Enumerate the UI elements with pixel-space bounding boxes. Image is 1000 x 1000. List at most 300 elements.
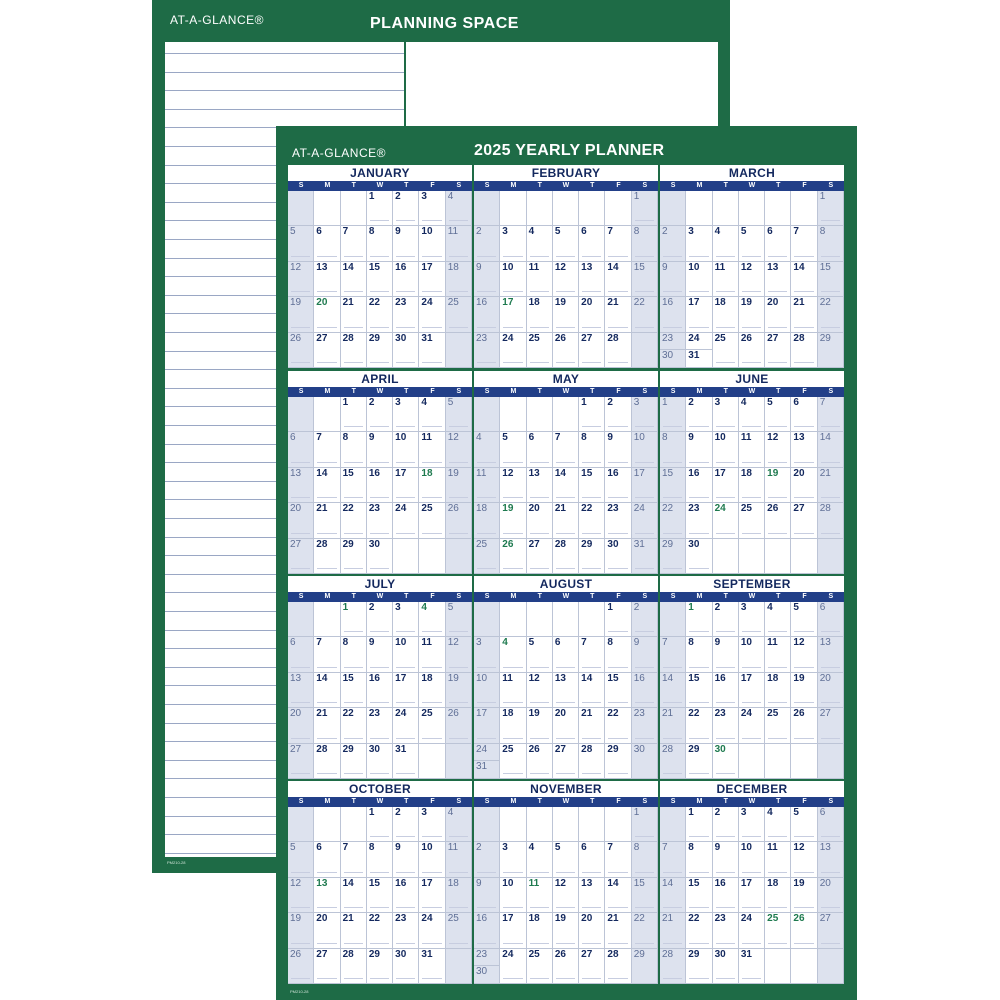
day-cell[interactable]	[765, 297, 791, 332]
day-cell[interactable]	[341, 432, 367, 467]
day-cell[interactable]	[686, 673, 712, 708]
day-cell[interactable]	[367, 744, 393, 779]
day-cell[interactable]	[579, 913, 605, 948]
day-cell[interactable]	[686, 708, 712, 743]
day-cell[interactable]	[314, 637, 340, 672]
day-cell[interactable]	[419, 842, 445, 877]
day-cell[interactable]	[686, 503, 712, 538]
day-cell[interactable]	[314, 673, 340, 708]
day-cell[interactable]	[288, 262, 314, 297]
day-cell[interactable]	[660, 468, 686, 503]
day-cell[interactable]	[474, 503, 500, 538]
day-cell[interactable]	[500, 878, 526, 913]
day-cell[interactable]	[765, 468, 791, 503]
day-cell[interactable]	[288, 468, 314, 503]
day-cell[interactable]	[288, 539, 314, 574]
day-cell[interactable]	[765, 673, 791, 708]
day-cell[interactable]	[341, 744, 367, 779]
day-cell[interactable]	[579, 333, 605, 368]
day-cell[interactable]	[765, 432, 791, 467]
day-cell[interactable]	[446, 432, 472, 467]
day-cell[interactable]	[765, 842, 791, 877]
day-cell[interactable]	[632, 913, 658, 948]
day-cell[interactable]	[765, 262, 791, 297]
day-cell[interactable]	[605, 913, 631, 948]
day-cell[interactable]	[818, 432, 844, 467]
day-cell[interactable]	[686, 744, 712, 779]
day-cell[interactable]	[393, 262, 419, 297]
day-cell[interactable]	[632, 878, 658, 913]
day-cell[interactable]	[446, 262, 472, 297]
day-cell[interactable]	[314, 468, 340, 503]
day-cell[interactable]	[527, 842, 553, 877]
day-cell[interactable]	[393, 226, 419, 261]
day-cell[interactable]	[419, 397, 445, 432]
day-cell[interactable]	[686, 842, 712, 877]
day-cell[interactable]	[367, 913, 393, 948]
day-cell[interactable]	[818, 397, 844, 432]
day-cell[interactable]	[818, 191, 844, 226]
day-cell[interactable]	[474, 468, 500, 503]
day-cell[interactable]	[393, 191, 419, 226]
day-cell[interactable]	[341, 708, 367, 743]
day-cell[interactable]	[367, 878, 393, 913]
day-cell[interactable]	[393, 297, 419, 332]
day-cell[interactable]	[686, 878, 712, 913]
day-cell[interactable]	[765, 397, 791, 432]
day-cell[interactable]	[341, 262, 367, 297]
day-cell[interactable]	[579, 226, 605, 261]
day-cell[interactable]	[367, 333, 393, 368]
day-cell[interactable]	[500, 262, 526, 297]
day-cell[interactable]	[632, 191, 658, 226]
day-cell[interactable]	[341, 949, 367, 984]
day-cell[interactable]	[341, 397, 367, 432]
day-cell[interactable]	[791, 878, 817, 913]
day-cell[interactable]	[367, 226, 393, 261]
day-cell[interactable]	[367, 297, 393, 332]
day-cell[interactable]	[660, 333, 686, 351]
day-cell[interactable]	[474, 333, 500, 368]
day-cell[interactable]	[579, 708, 605, 743]
day-cell[interactable]	[579, 468, 605, 503]
day-cell[interactable]	[818, 262, 844, 297]
day-cell[interactable]	[527, 226, 553, 261]
day-cell[interactable]	[288, 673, 314, 708]
day-cell[interactable]	[632, 226, 658, 261]
day-cell[interactable]	[500, 333, 526, 368]
day-cell[interactable]	[367, 503, 393, 538]
day-cell[interactable]	[632, 432, 658, 467]
day-cell[interactable]	[579, 878, 605, 913]
day-cell[interactable]	[818, 468, 844, 503]
day-cell[interactable]	[474, 708, 500, 743]
day-cell[interactable]	[765, 503, 791, 538]
day-cell[interactable]	[579, 637, 605, 672]
day-cell[interactable]	[660, 949, 686, 984]
day-cell[interactable]	[314, 878, 340, 913]
day-cell[interactable]	[419, 468, 445, 503]
day-cell[interactable]	[288, 913, 314, 948]
day-cell[interactable]	[713, 468, 739, 503]
day-cell[interactable]	[791, 226, 817, 261]
day-cell[interactable]	[367, 637, 393, 672]
day-cell[interactable]	[367, 432, 393, 467]
day-cell[interactable]	[739, 708, 765, 743]
day-cell[interactable]	[500, 673, 526, 708]
day-cell[interactable]	[500, 468, 526, 503]
day-cell[interactable]	[791, 673, 817, 708]
day-cell[interactable]	[579, 397, 605, 432]
day-cell[interactable]	[605, 468, 631, 503]
day-cell[interactable]	[500, 637, 526, 672]
day-cell[interactable]	[739, 673, 765, 708]
day-cell[interactable]	[553, 262, 579, 297]
day-cell[interactable]	[739, 807, 765, 842]
day-cell[interactable]	[791, 637, 817, 672]
day-cell[interactable]	[553, 708, 579, 743]
day-cell[interactable]	[791, 468, 817, 503]
day-cell[interactable]	[818, 673, 844, 708]
day-cell[interactable]	[660, 503, 686, 538]
day-cell[interactable]	[605, 602, 631, 637]
day-cell[interactable]	[686, 226, 712, 261]
day-cell[interactable]	[393, 397, 419, 432]
day-cell[interactable]	[500, 539, 526, 574]
day-cell[interactable]	[446, 468, 472, 503]
day-cell[interactable]	[605, 708, 631, 743]
day-cell[interactable]	[446, 842, 472, 877]
day-cell[interactable]	[553, 468, 579, 503]
day-cell[interactable]	[341, 468, 367, 503]
day-cell[interactable]	[818, 297, 844, 332]
day-cell[interactable]	[739, 602, 765, 637]
day-cell[interactable]	[393, 913, 419, 948]
day-cell[interactable]	[341, 539, 367, 574]
day-cell[interactable]	[713, 878, 739, 913]
day-cell[interactable]	[341, 503, 367, 538]
day-cell[interactable]	[446, 191, 472, 226]
day-cell[interactable]	[605, 262, 631, 297]
day-cell[interactable]	[500, 297, 526, 332]
day-cell[interactable]	[341, 333, 367, 368]
day-cell[interactable]	[474, 673, 500, 708]
day-cell[interactable]	[686, 262, 712, 297]
day-cell[interactable]	[579, 262, 605, 297]
day-cell[interactable]	[605, 503, 631, 538]
day-cell[interactable]	[341, 297, 367, 332]
day-cell[interactable]	[419, 297, 445, 332]
day-cell[interactable]	[686, 807, 712, 842]
day-cell[interactable]	[314, 226, 340, 261]
day-cell[interactable]	[713, 744, 739, 779]
day-cell[interactable]	[713, 842, 739, 877]
day-cell[interactable]	[791, 397, 817, 432]
day-cell[interactable]	[288, 297, 314, 332]
day-cell[interactable]	[605, 842, 631, 877]
day-cell[interactable]	[393, 744, 419, 779]
day-cell[interactable]	[686, 297, 712, 332]
day-cell[interactable]	[314, 539, 340, 574]
day-cell[interactable]	[553, 226, 579, 261]
day-cell[interactable]	[474, 966, 500, 984]
day-cell[interactable]	[686, 333, 712, 351]
day-cell[interactable]	[739, 262, 765, 297]
day-cell[interactable]	[367, 602, 393, 637]
day-cell[interactable]	[739, 878, 765, 913]
day-cell[interactable]	[393, 333, 419, 368]
day-cell[interactable]	[288, 503, 314, 538]
day-cell[interactable]	[713, 673, 739, 708]
day-cell[interactable]	[527, 913, 553, 948]
day-cell[interactable]	[393, 949, 419, 984]
day-cell[interactable]	[474, 226, 500, 261]
day-cell[interactable]	[713, 226, 739, 261]
day-cell[interactable]	[527, 637, 553, 672]
day-cell[interactable]	[818, 842, 844, 877]
day-cell[interactable]	[765, 807, 791, 842]
day-cell[interactable]	[393, 673, 419, 708]
day-cell[interactable]	[474, 262, 500, 297]
day-cell[interactable]	[500, 503, 526, 538]
day-cell[interactable]	[288, 878, 314, 913]
day-cell[interactable]	[686, 468, 712, 503]
day-cell[interactable]	[419, 602, 445, 637]
day-cell[interactable]	[713, 262, 739, 297]
day-cell[interactable]	[474, 913, 500, 948]
day-cell[interactable]	[660, 432, 686, 467]
day-cell[interactable]	[341, 673, 367, 708]
day-cell[interactable]	[341, 226, 367, 261]
day-cell[interactable]	[393, 708, 419, 743]
day-cell[interactable]	[632, 708, 658, 743]
day-cell[interactable]	[553, 878, 579, 913]
day-cell[interactable]	[527, 468, 553, 503]
day-cell[interactable]	[818, 807, 844, 842]
day-cell[interactable]	[419, 637, 445, 672]
day-cell[interactable]	[686, 350, 712, 368]
day-cell[interactable]	[739, 842, 765, 877]
day-cell[interactable]	[553, 432, 579, 467]
day-cell[interactable]	[474, 637, 500, 672]
day-cell[interactable]	[579, 297, 605, 332]
day-cell[interactable]	[446, 297, 472, 332]
day-cell[interactable]	[686, 432, 712, 467]
day-cell[interactable]	[791, 503, 817, 538]
day-cell[interactable]	[739, 913, 765, 948]
day-cell[interactable]	[686, 539, 712, 574]
day-cell[interactable]	[632, 842, 658, 877]
day-cell[interactable]	[288, 949, 314, 984]
day-cell[interactable]	[660, 913, 686, 948]
day-cell[interactable]	[818, 503, 844, 538]
day-cell[interactable]	[553, 842, 579, 877]
day-cell[interactable]	[419, 807, 445, 842]
day-cell[interactable]	[419, 333, 445, 368]
day-cell[interactable]	[527, 539, 553, 574]
day-cell[interactable]	[765, 913, 791, 948]
day-cell[interactable]	[288, 432, 314, 467]
day-cell[interactable]	[446, 503, 472, 538]
day-cell[interactable]	[713, 708, 739, 743]
day-cell[interactable]	[660, 539, 686, 574]
day-cell[interactable]	[446, 913, 472, 948]
day-cell[interactable]	[527, 262, 553, 297]
day-cell[interactable]	[367, 708, 393, 743]
day-cell[interactable]	[393, 468, 419, 503]
day-cell[interactable]	[500, 842, 526, 877]
day-cell[interactable]	[419, 262, 445, 297]
day-cell[interactable]	[553, 333, 579, 368]
day-cell[interactable]	[393, 602, 419, 637]
day-cell[interactable]	[605, 432, 631, 467]
day-cell[interactable]	[660, 397, 686, 432]
day-cell[interactable]	[446, 807, 472, 842]
day-cell[interactable]	[314, 708, 340, 743]
day-cell[interactable]	[446, 637, 472, 672]
day-cell[interactable]	[474, 297, 500, 332]
day-cell[interactable]	[713, 637, 739, 672]
day-cell[interactable]	[553, 503, 579, 538]
day-cell[interactable]	[818, 708, 844, 743]
day-cell[interactable]	[791, 432, 817, 467]
day-cell[interactable]	[739, 432, 765, 467]
day-cell[interactable]	[393, 637, 419, 672]
day-cell[interactable]	[393, 807, 419, 842]
day-cell[interactable]	[367, 807, 393, 842]
day-cell[interactable]	[791, 708, 817, 743]
day-cell[interactable]	[341, 842, 367, 877]
day-cell[interactable]	[500, 708, 526, 743]
day-cell[interactable]	[393, 503, 419, 538]
day-cell[interactable]	[553, 673, 579, 708]
day-cell[interactable]	[632, 539, 658, 574]
day-cell[interactable]	[446, 397, 472, 432]
day-cell[interactable]	[605, 539, 631, 574]
day-cell[interactable]	[765, 878, 791, 913]
day-cell[interactable]	[791, 602, 817, 637]
day-cell[interactable]	[553, 297, 579, 332]
day-cell[interactable]	[818, 878, 844, 913]
day-cell[interactable]	[739, 397, 765, 432]
day-cell[interactable]	[314, 333, 340, 368]
day-cell[interactable]	[341, 602, 367, 637]
day-cell[interactable]	[446, 708, 472, 743]
day-cell[interactable]	[791, 913, 817, 948]
day-cell[interactable]	[419, 503, 445, 538]
day-cell[interactable]	[419, 673, 445, 708]
day-cell[interactable]	[686, 397, 712, 432]
day-cell[interactable]	[446, 602, 472, 637]
day-cell[interactable]	[314, 949, 340, 984]
day-cell[interactable]	[660, 842, 686, 877]
day-cell[interactable]	[686, 913, 712, 948]
day-cell[interactable]	[713, 397, 739, 432]
day-cell[interactable]	[605, 297, 631, 332]
day-cell[interactable]	[713, 913, 739, 948]
day-cell[interactable]	[341, 637, 367, 672]
day-cell[interactable]	[474, 432, 500, 467]
day-cell[interactable]	[367, 397, 393, 432]
day-cell[interactable]	[553, 539, 579, 574]
day-cell[interactable]	[713, 602, 739, 637]
day-cell[interactable]	[632, 807, 658, 842]
day-cell[interactable]	[419, 913, 445, 948]
day-cell[interactable]	[713, 503, 739, 538]
day-cell[interactable]	[314, 297, 340, 332]
day-cell[interactable]	[632, 397, 658, 432]
day-cell[interactable]	[632, 468, 658, 503]
day-cell[interactable]	[791, 262, 817, 297]
day-cell[interactable]	[419, 708, 445, 743]
day-cell[interactable]	[818, 637, 844, 672]
day-cell[interactable]	[341, 878, 367, 913]
day-cell[interactable]	[446, 878, 472, 913]
day-cell[interactable]	[632, 637, 658, 672]
day-cell[interactable]	[605, 226, 631, 261]
day-cell[interactable]	[605, 878, 631, 913]
day-cell[interactable]	[367, 539, 393, 574]
day-cell[interactable]	[632, 602, 658, 637]
day-cell[interactable]	[579, 842, 605, 877]
day-cell[interactable]	[341, 913, 367, 948]
day-cell[interactable]	[527, 432, 553, 467]
day-cell[interactable]	[579, 673, 605, 708]
day-cell[interactable]	[367, 673, 393, 708]
day-cell[interactable]	[474, 761, 500, 779]
day-cell[interactable]	[632, 297, 658, 332]
day-cell[interactable]	[739, 468, 765, 503]
day-cell[interactable]	[660, 350, 686, 368]
day-cell[interactable]	[605, 333, 631, 368]
day-cell[interactable]	[579, 503, 605, 538]
day-cell[interactable]	[474, 949, 500, 967]
day-cell[interactable]	[474, 842, 500, 877]
day-cell[interactable]	[288, 637, 314, 672]
day-cell[interactable]	[660, 744, 686, 779]
day-cell[interactable]	[818, 226, 844, 261]
day-cell[interactable]	[765, 708, 791, 743]
day-cell[interactable]	[419, 878, 445, 913]
day-cell[interactable]	[686, 637, 712, 672]
day-cell[interactable]	[367, 468, 393, 503]
day-cell[interactable]	[314, 503, 340, 538]
day-cell[interactable]	[314, 913, 340, 948]
day-cell[interactable]	[288, 226, 314, 261]
day-cell[interactable]	[419, 949, 445, 984]
day-cell[interactable]	[739, 949, 765, 984]
day-cell[interactable]	[739, 503, 765, 538]
day-cell[interactable]	[605, 397, 631, 432]
day-cell[interactable]	[393, 842, 419, 877]
day-cell[interactable]	[288, 333, 314, 368]
day-cell[interactable]	[660, 673, 686, 708]
day-cell[interactable]	[713, 297, 739, 332]
day-cell[interactable]	[419, 226, 445, 261]
day-cell[interactable]	[314, 744, 340, 779]
day-cell[interactable]	[660, 637, 686, 672]
day-cell[interactable]	[605, 637, 631, 672]
day-cell[interactable]	[660, 262, 686, 297]
day-cell[interactable]	[474, 878, 500, 913]
day-cell[interactable]	[288, 708, 314, 743]
day-cell[interactable]	[579, 432, 605, 467]
day-cell[interactable]	[686, 602, 712, 637]
blank-notes-area[interactable]	[406, 42, 718, 126]
day-cell[interactable]	[474, 744, 500, 762]
day-cell[interactable]	[527, 673, 553, 708]
day-cell[interactable]	[739, 297, 765, 332]
